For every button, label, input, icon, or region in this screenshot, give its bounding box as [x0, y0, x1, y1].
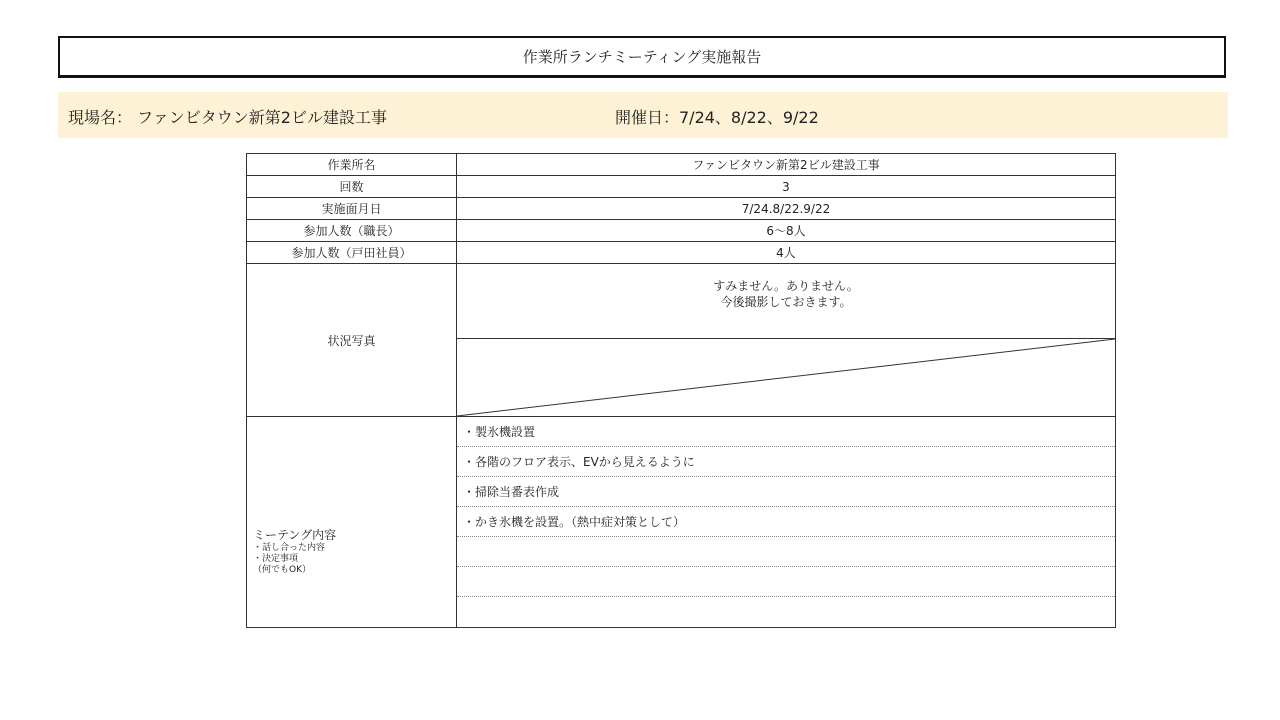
- empty-photo-diagonal: [457, 339, 1115, 416]
- row-label: 作業所名: [247, 154, 457, 176]
- table-row: [247, 242, 1116, 264]
- meeting-sub-label: ・決定事項: [253, 554, 299, 564]
- row-value: 3: [457, 176, 1116, 198]
- meeting-sub-label: ・話し合った内容: [253, 543, 326, 553]
- table-row: [247, 176, 1116, 198]
- photo-placeholder: [457, 339, 1115, 416]
- report-title-text: 作業所ランチミーティング実施報告: [522, 48, 762, 66]
- photo-row: [247, 264, 1116, 417]
- meeting-row: [247, 417, 1116, 628]
- table-row: [247, 220, 1116, 242]
- row-value: 6〜8人: [457, 220, 1116, 242]
- table-row: [247, 198, 1116, 220]
- list-item: [457, 537, 1115, 567]
- site-info-band: [58, 92, 1228, 138]
- photo-note-line1: すみません。ありません。: [713, 279, 859, 293]
- meeting-sub-label: （何でもOK）: [253, 565, 311, 575]
- report-table: [246, 153, 1116, 628]
- report-title: [58, 36, 1226, 78]
- list-item: [457, 597, 1115, 627]
- meeting-label-cell: [247, 417, 457, 628]
- photo-label: 状況写真: [247, 264, 457, 417]
- meeting-dates: 開催日：7/24、8/22、9/22: [615, 108, 819, 127]
- photo-cell: [457, 264, 1116, 417]
- photo-note: [457, 264, 1115, 339]
- row-label: 参加人数（職長）: [247, 220, 457, 242]
- photo-note-line2: 今後撮影しておきます。: [720, 295, 852, 309]
- meeting-items: [457, 417, 1116, 628]
- row-value: ファンビタウン新第2ビル建設工事: [457, 154, 1116, 176]
- list-item: ・各階のフロア表示、EVから見えるように: [457, 447, 1115, 477]
- list-item: ・かき氷機を設置。（熱中症対策として）: [457, 507, 1115, 537]
- list-item: ・掃除当番表作成: [457, 477, 1115, 507]
- row-value: 7/24.8/22.9/22: [457, 198, 1116, 220]
- meeting-label: ミーテング内容: [253, 528, 337, 542]
- list-item: [457, 567, 1115, 597]
- row-label: 参加人数（戸田社員）: [247, 242, 457, 264]
- site-name: 現場名： ファンビタウン新第2ビル建設工事: [68, 108, 387, 127]
- row-value: 4人: [457, 242, 1116, 264]
- row-label: 回数: [247, 176, 457, 198]
- list-item: ・製氷機設置: [457, 417, 1115, 447]
- table-row: [247, 154, 1116, 176]
- row-label: 実施面月日: [247, 198, 457, 220]
